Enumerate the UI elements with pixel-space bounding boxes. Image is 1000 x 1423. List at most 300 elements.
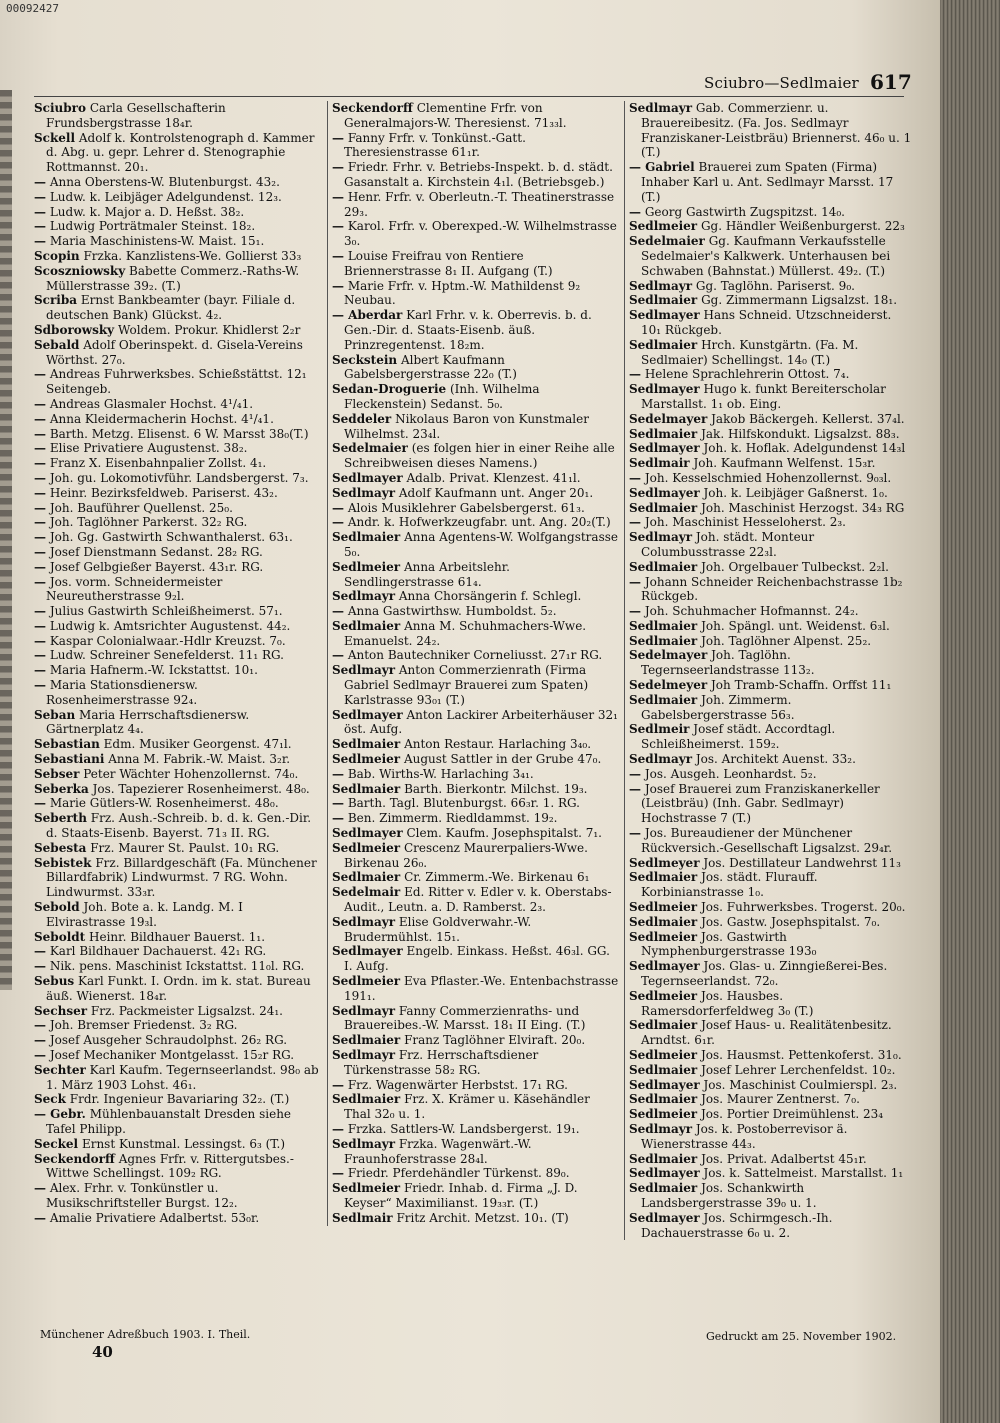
entry-surname: Seck — [34, 1092, 66, 1107]
entry-surname: — — [34, 648, 46, 663]
entry-surname: Sebesta — [34, 840, 87, 855]
directory-entry — [34, 367, 322, 397]
entry-surname: Sedlmeyer — [629, 855, 700, 870]
entry-surname: — — [332, 219, 344, 234]
directory-entry — [34, 323, 322, 338]
directory-entry — [34, 811, 322, 841]
entry-surname: — — [332, 160, 344, 175]
entry-details: Franz X. Eisenbahnpalier Zollst. 4₁. — [49, 456, 267, 471]
entry-details: Johann Schneider Reichenbachstrasse 1b₂ Rückgeb. — [641, 574, 903, 604]
entry-surname: Seberth — [34, 811, 87, 826]
entry-surname: Sedlmayer — [629, 1166, 700, 1181]
directory-entry — [34, 1181, 322, 1211]
directory-entry — [34, 1018, 322, 1033]
entry-details: Jos. k. Sattelmeist. Marstallst. 1₁ — [703, 1166, 904, 1181]
entry-details: (es folgen hier in einer Reihe alle Schreibweisen dieses Namens.) — [344, 441, 615, 471]
entry-surname: — — [34, 1033, 46, 1048]
directory-entry — [34, 412, 322, 427]
entry-details: Jos. städt. Flurauff. Korbinianstrasse 1₀. — [641, 870, 818, 900]
entry-details: Hugo k. funkt Bereiterscholar Marstallst. 1₁ ob. Eing. — [641, 382, 886, 411]
directory-entry — [332, 1078, 620, 1093]
entry-details: Joh. Maschinist Herzogst. 34₃ RG — [701, 500, 905, 515]
entry-details: Maria Hafnerm.-W. Ickstattst. 10₁. — [49, 663, 258, 678]
entry-surname: Sedlmaier — [629, 1062, 698, 1077]
entry-surname: — — [34, 204, 46, 219]
entry-details: Frzka. Kanzlistens-We. Gollierst 33₃ — [83, 248, 302, 263]
directory-entry — [332, 619, 620, 649]
entry-details: Crescenz Maurerpaliers-Wwe. Birkenau 26₀. — [344, 840, 588, 870]
entry-surname: Seboldt — [34, 929, 86, 944]
directory-entry — [34, 604, 322, 619]
entry-details: Karl Bildhauer Dachauerst. 42₁ RG. — [49, 944, 267, 959]
directory-entry — [629, 1107, 915, 1122]
entry-surname: Sechser — [34, 1003, 88, 1018]
entry-surname: Sedlmaier — [629, 692, 698, 707]
directory-entry — [34, 959, 322, 974]
entry-details: Adolf k. Kontrolstenograph d. Kammer d. Abg. u. gepr. Lehrer d. Stenographie Rottmannst. 20₁. — [46, 130, 315, 175]
entry-details: Jos. Maschinist Coulmierspl. 2₃. — [703, 1077, 898, 1092]
entry-details: Joh. Zimmerm. Gabelsbergerstrasse 56₃. — [641, 692, 795, 722]
directory-entry — [332, 767, 620, 782]
directory-entry — [332, 501, 620, 516]
directory-entry — [629, 604, 915, 619]
directory-entry — [629, 678, 915, 693]
entry-details: Anna M. Schuhmachers-Wwe. Emanuelst. 24₂. — [344, 618, 587, 648]
entry-details: Gg. Händler Weißenburgerst. 22₃ — [700, 219, 905, 234]
entry-details: Mühlenbauanstalt Dresden siehe Tafel Philipp. — [46, 1107, 292, 1136]
directory-entry — [34, 619, 322, 634]
entry-details: Elise Privatiere Augustenst. 38₂. — [49, 441, 248, 456]
entry-details: Frz. X. Krämer u. Käsehändler Thal 32₀ u. 1. — [344, 1092, 590, 1122]
entry-surname: Sedlmayr — [332, 485, 396, 500]
entry-details: Fanny Commerzienraths- und Brauereibes.-W. Marsst. 18₁ II Eing. (T.) — [344, 1003, 586, 1033]
directory-entry — [629, 959, 915, 989]
entry-surname: Sedlmaier — [629, 1018, 698, 1033]
entry-details: Joh. Bote a. k. Landg. M. I Elvirastrasse 19₃l. — [46, 900, 243, 929]
directory-entry — [629, 1122, 915, 1152]
entry-details: Jos. Bureaudiener der Münchener Rückversich.-Gesellschaft Ligsalzst. 29₄r. — [641, 826, 893, 855]
entry-surname: Sedlmeier — [629, 1048, 698, 1062]
entry-details: Jos. Tapezierer Rosenheimerst. 48₀. — [92, 781, 310, 796]
entry-details: Jos. Portier Dreimühlenst. 23₄ — [700, 1107, 884, 1122]
directory-entry — [332, 382, 620, 412]
directory-entry — [34, 234, 322, 249]
entry-details: Barth. Metzg. Elisenst. 6 W. Marsst 38₀(T.) — [49, 426, 309, 441]
directory-entry — [629, 1211, 915, 1241]
column-2 — [327, 101, 620, 1226]
entry-surname: — — [34, 1048, 46, 1062]
entry-surname: Sedlmayr — [332, 589, 396, 604]
directory-entry — [34, 737, 322, 752]
entry-details: Joh Tramb-Schaffn. Orffst 11₁ — [710, 678, 892, 693]
entry-surname: Seckendorff — [332, 101, 413, 115]
directory-entry — [629, 1063, 915, 1078]
entry-surname: — — [34, 618, 46, 633]
entry-details: Ludwig k. Amtsrichter Augustenst. 44₂. — [49, 618, 291, 633]
directory-entry — [34, 338, 322, 368]
directory-entry — [629, 471, 915, 486]
entry-details: Eva Pflaster.-We. Entenbachstrasse 191₁. — [344, 974, 619, 1003]
directory-entry — [34, 708, 322, 738]
entry-surname: — — [629, 470, 641, 485]
entry-details: Kaspar Colonialwaar.-Hdlr Kreuzst. 7₀. — [49, 633, 286, 648]
directory-entry — [629, 293, 915, 308]
directory-entry — [34, 974, 322, 1004]
directory-entry — [34, 634, 322, 649]
entry-details: Frz. Packmeister Ligsalzst. 24₁. — [90, 1003, 283, 1018]
directory-entry — [332, 1004, 620, 1034]
directory-entry — [629, 530, 915, 560]
entry-surname: — — [332, 1077, 344, 1092]
entry-details: Joh. k. Hoflak. Adelgundenst 14₃l — [703, 441, 906, 456]
entry-details: Anna Gastwirthsw. Humboldst. 5₂. — [347, 604, 557, 619]
entry-details: Frz. Aush.-Schreib. b. d. k. Gen.-Dir. d. Staats-Eisenb. Bayerst. 71₃ II. RG. — [46, 811, 312, 841]
footer-imprint: Münchener Adreßbuch 1903. I. Theil. — [40, 1328, 251, 1341]
directory-entry — [629, 101, 915, 160]
directory-entry — [34, 249, 322, 264]
directory-entry — [629, 722, 915, 752]
entry-surname: — — [34, 515, 46, 530]
entry-surname: Sedlmaier — [629, 914, 698, 929]
entry-surname: Sedlmeier — [332, 840, 401, 855]
entry-details: Josef städt. Accordtagl. Schleißheimerst. 159₂. — [641, 722, 836, 752]
entry-details: Josef Mechaniker Montgelasst. 15₂r RG. — [49, 1048, 295, 1062]
entry-details: Heinr. Bildhauer Bauerst. 1₁. — [89, 929, 266, 944]
entry-surname: Sedlmayr — [629, 752, 693, 767]
directory-entry — [34, 796, 322, 811]
directory-entry — [332, 1092, 620, 1122]
directory-entry — [34, 515, 322, 530]
entry-surname: Scoszniowsky — [34, 263, 126, 278]
entry-surname: — — [629, 604, 641, 619]
entry-surname: Scriba — [34, 293, 78, 308]
entry-surname: — — [34, 441, 46, 456]
entry-surname: — — [332, 766, 344, 781]
entry-surname: Sedlmaier — [629, 1151, 698, 1166]
entry-details: Edm. Musiker Georgenst. 47₁l. — [103, 737, 292, 752]
entry-details: Jos. Schankwirth Landsbergerstrasse 39₀ u. 1. — [641, 1181, 817, 1210]
entry-details: Albert Kaufmann Gabelsbergerstrasse 22₀ (T.) — [344, 352, 517, 382]
directory-entry — [34, 1048, 322, 1063]
entry-surname: Sedlmayer — [332, 944, 403, 959]
entry-surname: Sciubro — [34, 101, 86, 115]
entry-details: Carla Gesellschafterin Frundsbergstrasse 18₄r. — [46, 101, 226, 130]
entry-surname: Sedan-Droguerie — [332, 382, 447, 397]
entry-surname: Seban — [34, 707, 76, 722]
entry-details: Ludwig Porträtmaler Steinst. 18₂. — [49, 219, 256, 234]
entry-details: Frz. Wagenwärter Herbstst. 17₁ RG. — [347, 1077, 568, 1092]
directory-entry — [332, 589, 620, 604]
directory-entry — [629, 501, 915, 516]
entry-surname: Sedlmair — [629, 456, 690, 471]
entry-details: Joh. Bauführer Quellenst. 25₀. — [49, 500, 233, 515]
directory-entry — [34, 1004, 322, 1019]
entry-surname: Seckel — [34, 1136, 79, 1151]
directory-entry — [34, 1211, 322, 1226]
directory-entry — [34, 1137, 322, 1152]
directory-entry — [332, 219, 620, 249]
directory-entry — [629, 826, 915, 856]
entry-details: Jos. Maurer Zentnerst. 7₀. — [701, 1092, 860, 1107]
entry-details: Josef Ausgeher Schraudolphst. 26₂ RG. — [49, 1033, 288, 1048]
directory-entry — [332, 353, 620, 383]
entry-details: Anna Kleidermacherin Hochst. 4¹/₄1. — [49, 411, 274, 426]
directory-entry — [332, 841, 620, 871]
entry-details: Karol. Frfr. v. Oberexped.-W. Wilhelmstrasse 3₀. — [344, 219, 617, 249]
directory-entry — [332, 441, 620, 471]
entry-details: Joh. Gg. Gastwirth Schwanthalerst. 63₁. — [49, 530, 293, 545]
entry-surname: — — [34, 944, 46, 959]
directory-entry — [629, 279, 915, 294]
directory-entry — [34, 560, 322, 575]
entry-details: Josef Brauerei zum Franziskanerkeller (Leistbräu) (Inh. Gabr. Sedlmayr) Hochstrasse 7 (T.) — [641, 781, 880, 826]
entry-details: Agnes Frfr. v. Rittergutsbes.-Wittwe Schellingst. 109₂ RG. — [46, 1151, 294, 1181]
entry-surname: Sebald — [34, 337, 80, 352]
directory-entry — [629, 382, 915, 412]
directory-entry — [34, 101, 322, 131]
entry-surname: Sedlmaier — [332, 1092, 401, 1107]
entry-surname: Sedelmayer — [629, 648, 708, 663]
entry-details: Cr. Zimmerm.-We. Birkenau 6₁ — [404, 870, 590, 885]
directory-entry — [332, 974, 620, 1004]
entry-details: Julius Gastwirth Schleißheimerst. 57₁. — [49, 604, 283, 619]
entry-details: Franz Taglöhner Elviraft. 20₀. — [404, 1033, 586, 1048]
entry-details: Frzka. Wagenwärt.-W. Fraunhoferstrasse 28₄l. — [344, 1136, 532, 1166]
directory-entry — [34, 944, 322, 959]
entry-details: Fritz Archit. Metzst. 10₁. (T) — [396, 1210, 569, 1225]
entry-surname: Sedlmayer — [629, 308, 700, 323]
entry-details: Clem. Kaufm. Josephspitalst. 7₁. — [406, 826, 602, 841]
entry-surname: — — [34, 470, 46, 485]
entry-details: Brauerei zum Spaten (Firma) Inhaber Karl u. Ant. Sedlmayr Marsst. 17 (T.) — [641, 160, 894, 204]
entry-surname: — — [34, 574, 46, 589]
entry-details: Woldem. Prokur. Khidlerst 2₂r — [117, 322, 301, 337]
directory-entry — [629, 1078, 915, 1093]
entry-surname: — Gabriel — [629, 160, 695, 175]
entry-surname: Sedelmaier — [332, 441, 408, 456]
entry-surname: Sedlmaier — [332, 618, 401, 633]
directory-entry — [34, 293, 322, 323]
directory-entry — [34, 1152, 322, 1182]
directory-entry — [332, 663, 620, 707]
entry-details: Alois Musiklehrer Gabelsbergerst. 61₃. — [347, 500, 585, 515]
directory-entry — [629, 856, 915, 871]
entry-surname: Sedlmayr — [629, 101, 693, 115]
entry-surname: Sedlmaier — [629, 1181, 698, 1196]
directory-entry — [34, 575, 322, 605]
directory-entry — [332, 160, 620, 190]
directory-entry — [332, 796, 620, 811]
entry-surname: Sedlmeier — [629, 900, 698, 915]
directory-entry — [629, 767, 915, 782]
entry-details: Georg Gastwirth Zugspitzst. 14₀. — [644, 204, 845, 219]
entry-surname: — — [34, 1210, 46, 1225]
entry-details: Marie Frfr. v. Hptm.-W. Mathildenst 9₂ Neubau. — [344, 278, 581, 308]
entry-surname: Sdborowsky — [34, 322, 115, 337]
entry-details: Hans Schneid. Utzschneiderst. 10₁ Rückgeb. — [641, 308, 892, 337]
directory-entry — [629, 634, 915, 649]
entry-surname: Sedlmayr — [629, 1121, 693, 1136]
entry-details: Joh. Kesselschmied Hohenzollernst. 9₀₃l. — [644, 470, 892, 485]
entry-surname: — — [332, 1166, 344, 1181]
entry-surname: Sedlmayr — [332, 1136, 396, 1151]
entry-surname: — — [34, 678, 46, 693]
entry-surname: Sedlmaier — [332, 737, 401, 752]
entry-surname: Sebastiani — [34, 752, 105, 767]
entry-details: Gg. Taglöhn. Pariserst. 9₀. — [695, 278, 855, 293]
entry-details: Louise Freifrau von Rentiere Briennerstrasse 8₁ II. Aufgang (T.) — [344, 248, 553, 278]
entry-details: Ernst Bankbeamter (bayr. Filiale d. deutschen Bank) Glückst. 4₂. — [46, 293, 296, 323]
directory-entry — [332, 279, 620, 309]
directory-entry — [34, 190, 322, 205]
entry-surname: — — [332, 1121, 344, 1136]
entry-surname: — — [332, 248, 344, 263]
directory-entry — [332, 412, 620, 442]
directory-entry — [34, 752, 322, 767]
directory-entry — [34, 427, 322, 442]
entry-details: Anton Restaur. Harlaching 3₄₀. — [404, 737, 592, 752]
entry-surname: Sedlmaier — [332, 530, 401, 545]
footer-print-date: Gedruckt am 25. November 1902. — [706, 1330, 897, 1343]
entry-surname: — — [34, 500, 46, 515]
directory-entry — [332, 915, 620, 945]
entry-surname: — Gebr. — [34, 1107, 86, 1122]
entry-surname: Sedlmaier — [332, 1033, 401, 1048]
entry-surname: Seckstein — [332, 352, 398, 367]
entry-surname: — — [34, 544, 46, 559]
entry-details: Henr. Frfr. v. Oberleutn.-T. Theatinerstrasse 29₃. — [344, 189, 615, 219]
directory-entry — [629, 160, 915, 204]
entry-details: Maria Stationsdienersw. Rosenheimerstrasse 92₄. — [46, 678, 198, 707]
entry-details: Joh. Taglöhner Alpenst. 25₂. — [701, 633, 872, 648]
entry-details: Fanny Frfr. v. Tonkünst.-Gatt. Theresienstrasse 61₁r. — [344, 130, 526, 160]
entry-details: Josef Lehrer Lerchenfeldst. 10₂. — [701, 1062, 896, 1077]
entry-surname: — — [34, 189, 46, 204]
entry-surname: — — [332, 515, 344, 530]
directory-entry — [332, 944, 620, 974]
entry-surname: — — [629, 766, 641, 781]
entry-details: Friedr. Pferdehändler Türkenst. 89₀. — [347, 1166, 570, 1181]
entry-surname: Sedelmair — [332, 885, 401, 900]
entry-details: (Inh. Wilhelma Fleckenstein) Sedanst. 5₀. — [344, 382, 540, 411]
entry-surname: — — [34, 234, 46, 249]
entry-details: Andreas Fuhrwerksbes. Schießstättst. 12₁ Seitengeb. — [46, 367, 307, 397]
entry-details: Jakob Bäckergeh. Kellerst. 37₄l. — [711, 411, 905, 426]
directory-entry — [34, 219, 322, 234]
entry-details: Joh. Orgelbauer Tulbeckst. 2₂l. — [701, 559, 889, 574]
entry-surname: Sedlmaier — [629, 633, 698, 648]
entry-surname: — Aberdar — [332, 308, 403, 323]
entry-surname: — — [34, 663, 46, 678]
directory-entry — [34, 131, 322, 175]
directory-entry — [34, 456, 322, 471]
sheet-signature: 40 — [92, 1343, 113, 1361]
entry-surname: Sedlmayr — [332, 1003, 396, 1018]
directory-entry — [34, 782, 322, 797]
entry-surname: — — [34, 796, 46, 811]
entry-surname: Seberka — [34, 781, 89, 796]
entry-details: Anna Chorsängerin f. Schlegl. — [398, 589, 582, 604]
directory-entry — [332, 826, 620, 841]
directory-entry — [332, 811, 620, 826]
entry-surname: Sedlmaier — [629, 426, 698, 441]
entry-details: Joh. städt. Monteur Columbusstrasse 22₃l. — [641, 530, 815, 559]
entry-surname: — — [34, 1181, 46, 1196]
directory-entry — [629, 486, 915, 501]
entry-details: Joh. k. Leibjäger Gaßnerst. 1₀. — [703, 485, 888, 500]
entry-details: Gg. Kaufmann Verkaufsstelle Sedelmaier's Kalkwerk. Unterhausen bei Schwaben (Bahnstat.) Müllerst. 49₂. (T.) — [641, 234, 891, 278]
page-number: 617 — [870, 70, 912, 94]
entry-details: Ed. Ritter v. Edler v. k. Oberstabs-Audit., Leutn. a. D. Ramberst. 2₃. — [344, 885, 612, 915]
entry-surname: Sebus — [34, 974, 75, 989]
entry-details: Karl Kaufm. Tegernseerlandst. 98₀ ab 1. März 1903 Lohst. 46₁. — [46, 1062, 319, 1092]
directory-entry — [629, 1166, 915, 1181]
entry-surname: Sedlmayer — [629, 1077, 700, 1092]
entry-details: Amalie Privatiere Adalbertst. 53₀r. — [49, 1210, 260, 1225]
entry-details: Ludw. k. Major a. D. Heßst. 38₂. — [49, 204, 245, 219]
entry-details: Joh. Maschinist Hesseloherst. 2₃. — [644, 515, 846, 530]
directory-entry — [34, 900, 322, 930]
entry-details: Jos. Gastw. Josephspitalst. 7₀. — [701, 914, 881, 929]
directory-entry — [332, 1166, 620, 1181]
directory-entry — [629, 560, 915, 575]
entry-surname: — — [332, 811, 344, 826]
entry-details: Karl Frhr. v. k. Oberrevis. b. d. Gen.-Dir. d. Staats-Eisenb. äuß. Prinzregentenst. 18₂m. — [344, 308, 592, 352]
directory-entry — [34, 501, 322, 516]
entry-details: Jos. Ausgeh. Leonhardst. 5₂. — [644, 766, 817, 781]
entry-details: Ludw. k. Leibjäger Adelgundenst. 12₃. — [49, 189, 282, 204]
directory-entry — [332, 708, 620, 738]
entry-details: Joh. Schuhmacher Hofmannst. 24₂. — [644, 604, 859, 619]
directory-entry — [629, 870, 915, 900]
directory-entry — [629, 338, 915, 368]
directory-entry — [34, 441, 322, 456]
entry-surname: Sedlmaier — [629, 559, 698, 574]
entry-details: Alex. Frhr. v. Tonkünstler u. Musikschriftsteller Burgst. 12₂. — [46, 1181, 238, 1210]
directory-entry — [629, 619, 915, 634]
entry-details: Anna Agentens-W. Wolfgangstrasse 5₀. — [344, 530, 618, 559]
entry-details: Joh. Taglöhn. Tegernseerlandstrasse 113₂. — [641, 648, 815, 678]
entry-surname: — — [34, 959, 46, 974]
entry-surname: — — [332, 500, 344, 515]
entry-surname: Sedlmayer — [332, 470, 403, 485]
entry-surname: Sebold — [34, 900, 80, 915]
directory-entry — [332, 885, 620, 915]
entry-surname: — — [34, 367, 46, 382]
entry-details: Hrch. Kunstgärtn. (Fa. M. Sedlmaier) Schellingst. 14₀ (T.) — [641, 337, 859, 367]
entry-surname: — — [332, 278, 344, 293]
directory-entry — [629, 575, 915, 605]
entry-surname: — — [332, 189, 344, 204]
directory-entry — [629, 900, 915, 915]
entry-surname: Seddeler — [332, 411, 392, 426]
entry-details: Barth. Bierkontr. Milchst. 19₃. — [404, 781, 588, 796]
entry-details: Josef Dienstmann Sedanst. 28₂ RG. — [49, 544, 263, 559]
entry-details: Maria Maschinistens-W. Maist. 15₁. — [49, 234, 265, 249]
entry-surname: Sedlmayer — [332, 707, 403, 722]
entry-surname: Sedlmaier — [629, 500, 698, 515]
directory-entry — [34, 264, 322, 294]
entry-details: Gab. Commerzienr. u. Brauereibesitz. (Fa. Jos. Sedlmayr Franziskaner-Leistbräu) Briennerst. 46₀ u. 1 (T.) — [641, 101, 912, 160]
entry-details: Bab. Wirths-W. Harlaching 3₄₁. — [347, 766, 534, 781]
scan-stamp: 00092427 — [6, 2, 59, 15]
directory-entry — [629, 308, 915, 338]
entry-surname: Seckendorff — [34, 1151, 115, 1166]
entry-details: Jos. Architekt Auenst. 33₂. — [695, 752, 856, 767]
entry-surname: Sedelmeyer — [629, 678, 708, 693]
entry-details: Frz. Herrschaftsdiener Türkenstrasse 58₂ RG. — [344, 1048, 539, 1077]
entry-surname: Sedlmaier — [629, 870, 698, 885]
